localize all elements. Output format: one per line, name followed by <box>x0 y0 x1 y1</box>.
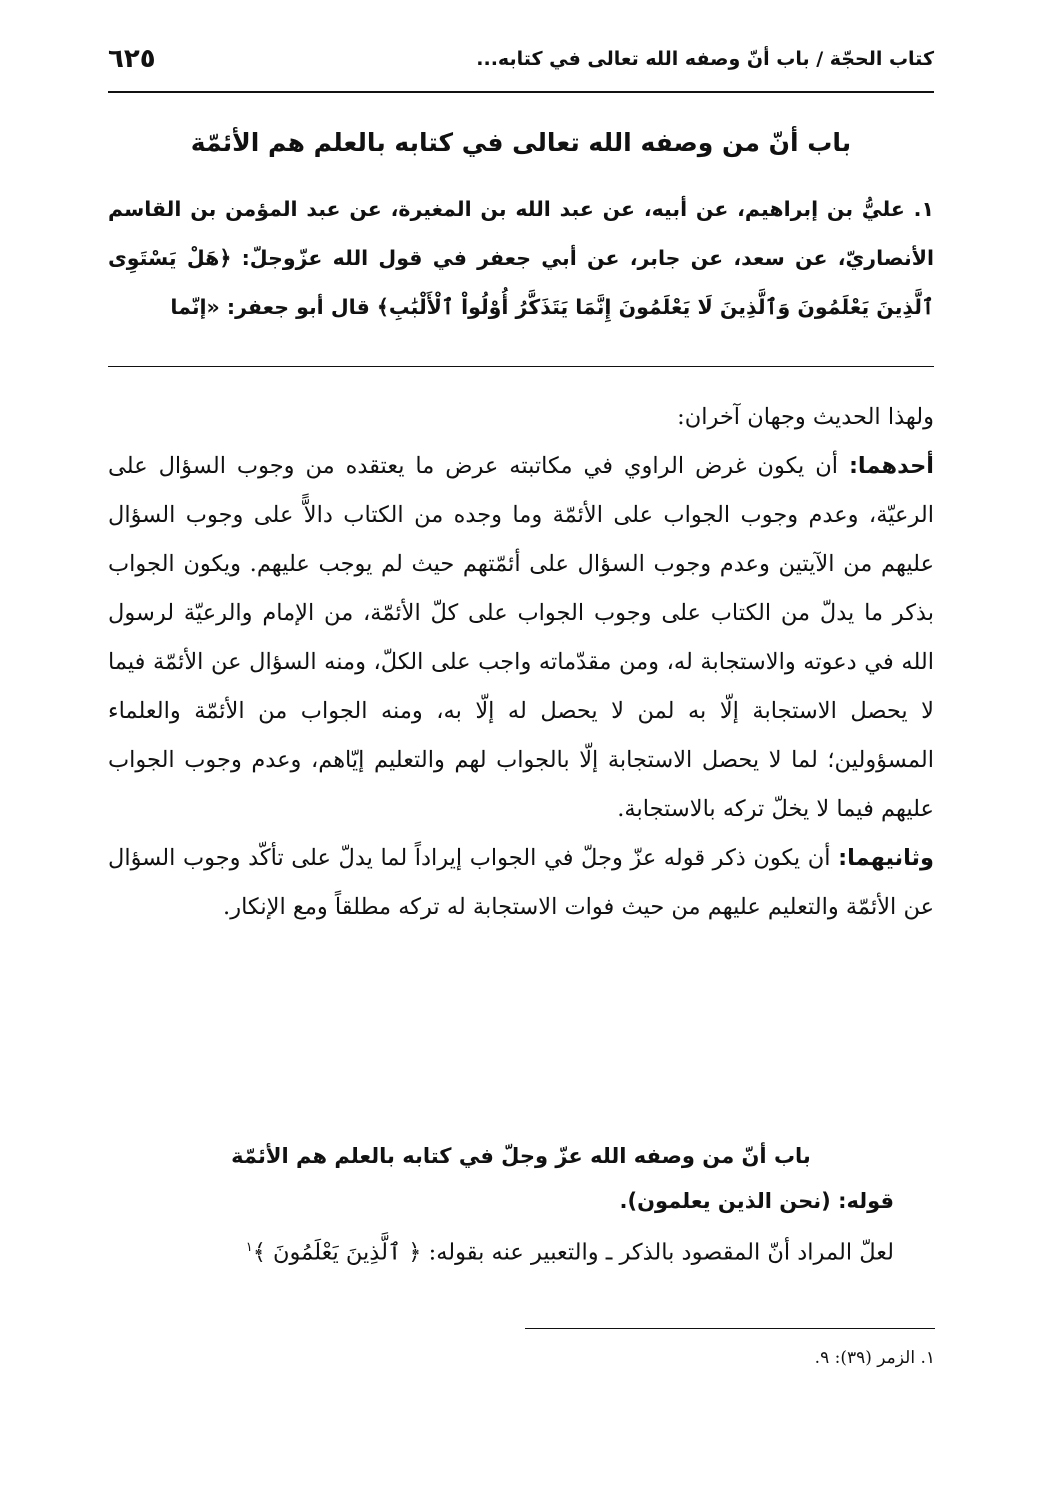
paragraph-1-label: أحدهما: <box>848 453 934 479</box>
paragraph-2-text: أن يكون ذكر قوله عزّ وجلّ في الجواب إيراداً لما يدلّ على تأكّد وجوب السؤال عن الأئمّة والتعليم عليهم من حيث فوات الاستجابة له تركه مطلقاً ومع الإنكار. <box>108 845 934 920</box>
commentary-paragraph-2 <box>108 834 934 932</box>
section-block <box>108 1134 934 1277</box>
qawluh-text: (نحن الذين يعلمون). <box>619 1189 839 1213</box>
qawluh-line <box>108 1178 934 1224</box>
page-header <box>108 44 934 90</box>
page-number: ٦٢٥ <box>108 44 156 74</box>
section-text <box>108 1224 934 1277</box>
section-title: باب أنّ من وصفه الله عزّ وجلّ في كتابه بالعلم هم الأئمّة <box>231 1144 811 1168</box>
footnote: ١. الزمر (٣٩): ٩. <box>814 1348 935 1368</box>
commentary-intro: ولهذا الحديث وجهان آخران: <box>677 404 934 430</box>
paragraph-2-label: وثانيهما: <box>838 845 934 871</box>
header-rule <box>108 91 934 93</box>
footnote-rule <box>525 1328 935 1329</box>
hadith-separator <box>108 366 934 367</box>
chapter-title: باب أنّ من وصفه الله تعالى في كتابه بالعلم هم الأئمّة <box>190 128 852 157</box>
commentary <box>108 393 934 932</box>
section-text-body: لعلّ المراد أنّ المقصود بالذكر ـ والتعبير عنه بقوله: ﴿ ٱلَّذِينَ يَعْلَمُونَ ﴾ <box>252 1239 894 1266</box>
hadith-text: ١. عليُّ بن إبراهيم، عن أبيه، عن عبد الله بن المغيرة، عن عبد المؤمن بن القاسم الأنصاريّ، عن سعد، عن جابر، عن أبي جعفر في قول الله عزّوجلّ: ﴿هَلْ يَسْتَوِى ٱلَّذِينَ يَعْلَمُونَ وَٱلَّذِينَ لَا يَعْلَمُونَ إِنَّمَا يَتَذَكَّرُ أُوْلُواْ ٱلْأَلْبَٰبِ﴾ قال أبو جعفر: «إنّما <box>108 197 934 319</box>
footnote-marker: ١ <box>245 1240 253 1255</box>
paragraph-1-text: أن يكون غرض الراوي في مكاتبته عرض ما يعتقده من وجوب السؤال على الرعيّة، وعدم وجوب الجواب على الأئمّة وما وجده من الكتاب دالاًّ على وجوب السؤال عليهم من الآيتين وعدم وجوب السؤال على أئمّتهم حيث لم يوجب عليهم. ويكون الجواب بذكر ما يدلّ من الكتاب على وجوب الجواب على كلّ الأئمّة، من الإمام والرعيّة لرسول الله في دعوته والاستجابة له، ومن مقدّماته واجب على الكلّ، ومنه السؤال عن الأئمّة فيما لا يحصل الاستجابة إلّا به لمن لا يحصل له إلّا به، ومنه الجواب من الأئمّة والعلماء المسؤولين؛ لما لا يحصل الاستجابة إلّا بالجواب لهم والتعليم إيّاهم، وعدم وجوب الجواب عليهم فيما لا يخلّ تركه بالاستجابة. <box>108 453 934 822</box>
running-title: كتاب الحجّة / باب أنّ وصفه الله تعالى في كتابه... <box>476 48 934 70</box>
commentary-paragraph-1 <box>108 442 934 834</box>
qawluh-label: قوله: <box>838 1189 894 1213</box>
